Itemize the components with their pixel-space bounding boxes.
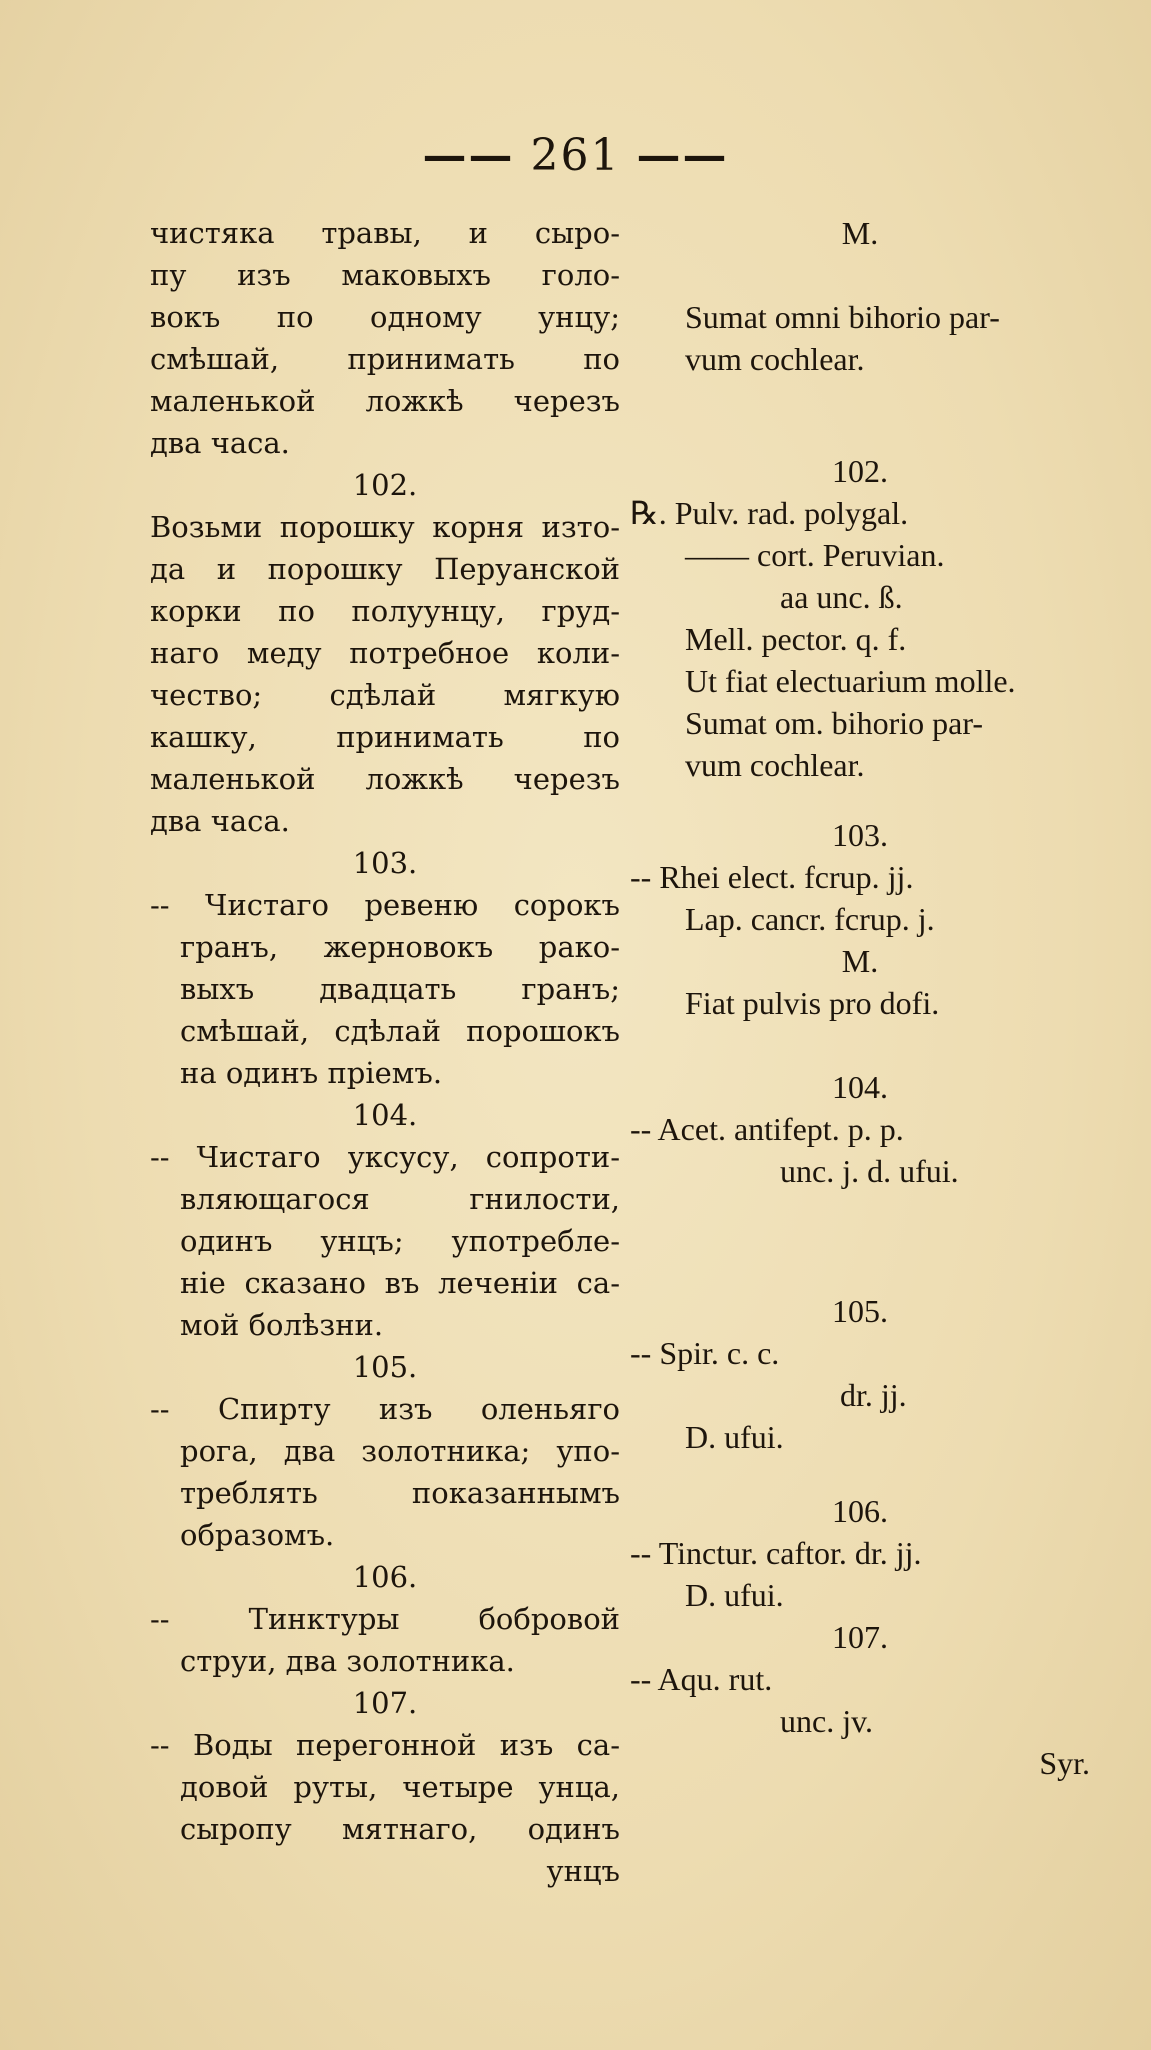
text-line: довой руты, четыре унца,	[180, 1770, 620, 1804]
text-line: -- Spir. c. c.	[630, 1335, 780, 1371]
text-line: Sumat omni bihorio par-	[685, 299, 1000, 335]
text-line: гранъ, жерновокъ рако-	[180, 930, 620, 964]
text-line: рога, два золотника; упо-	[180, 1434, 620, 1468]
text-line: смѣшай, принимать по	[150, 342, 620, 376]
text-line: -- Чистаго ревеню сорокъ	[150, 888, 620, 922]
recipe-number-103: 103.	[352, 846, 418, 880]
text-line: нiе сказано въ леченiи са-	[180, 1266, 620, 1300]
text-line: пу изъ маковыхъ голо-	[150, 258, 620, 292]
latin-column	[630, 212, 1090, 1784]
text-line: M.	[841, 943, 879, 979]
text-line: dr. jj.	[840, 1377, 907, 1413]
recipe-number-102: 102.	[832, 453, 888, 489]
text-line: корки по полуунцу, груд-	[150, 594, 620, 628]
text-line: D. ufui.	[685, 1419, 784, 1455]
text-line: —— cort. Peruvian.	[685, 537, 945, 573]
recipe-number-106: 106.	[832, 1493, 888, 1529]
text-line: -- Чистаго уксусу, сопроти-	[150, 1140, 620, 1174]
russian-column	[150, 212, 620, 1892]
text-line: -- Aqu. rut.	[630, 1661, 773, 1697]
recipe-number-106: 106.	[352, 1560, 418, 1594]
text-line: чество; сдѣлай мягкую	[150, 678, 620, 712]
recipe-number-104: 104.	[832, 1069, 888, 1105]
text-line: смѣшай, сдѣлай порошокъ	[180, 1014, 620, 1048]
text-line: Lap. cancr. fcrup. j.	[685, 901, 935, 937]
page-header	[0, 130, 1151, 181]
header-dash-right: ——	[636, 130, 729, 181]
text-line: выхъ двадцать гранъ;	[180, 972, 620, 1006]
text-line: на одинъ прiемъ.	[180, 1056, 443, 1090]
recipe-number-105: 105.	[832, 1293, 888, 1329]
recipe-number-104: 104.	[352, 1098, 418, 1132]
text-line: Fiat pulvis pro dofi.	[685, 985, 940, 1021]
text-line: -- Acet. antifept. p. p.	[630, 1111, 904, 1147]
text-line: треблять показаннымъ	[180, 1476, 620, 1510]
text-line: -- Тинктуры бобровой	[150, 1602, 620, 1636]
text-line: aa unc. ß.	[780, 579, 903, 615]
text-line: сыропу мятнаго, одинъ	[180, 1812, 620, 1846]
text-line: vum cochlear.	[685, 341, 865, 377]
text-line: вокъ по одному унцу;	[150, 300, 620, 334]
text-line: -- Спирту изъ оленьяго	[150, 1392, 620, 1426]
recipe-number-102: 102.	[352, 468, 418, 502]
text-line: unc. j. d. ufui.	[780, 1153, 959, 1189]
text-line: два часа.	[150, 804, 290, 838]
text-line: D. ufui.	[685, 1577, 784, 1613]
text-line: чистяка травы, и сыро-	[150, 216, 620, 250]
text-line: образомъ.	[180, 1518, 335, 1552]
catchword-left: унцъ	[546, 1854, 620, 1888]
recipe-number-107: 107.	[352, 1686, 418, 1720]
text-line: -- Воды перегонной изъ са-	[150, 1728, 620, 1762]
text-line: ℞. Pulv. rad. polygal.	[630, 495, 909, 531]
recipe-number-107: 107.	[832, 1619, 888, 1655]
text-line: unc. jv.	[780, 1703, 874, 1739]
text-line: вляющагося гнилости,	[180, 1182, 620, 1216]
text-line: Возьми порошку корня изто-	[150, 510, 620, 544]
catchword-right: Syr.	[1039, 1745, 1090, 1781]
text-line: два часа.	[150, 426, 290, 460]
text-line: маленькой ложкѣ черезъ	[150, 762, 620, 796]
text-line: наго меду потребное коли-	[150, 636, 620, 670]
recipe-number-105: 105.	[352, 1350, 418, 1384]
header-dash-left: ——	[422, 130, 515, 181]
text-line: Sumat om. bihorio par-	[685, 705, 983, 741]
recipe-misce: M.	[841, 215, 879, 251]
text-line: -- Tinctur. caftor. dr. jj.	[630, 1535, 922, 1571]
text-line: да и порошку Перуанской	[150, 552, 620, 586]
recipe-number-103: 103.	[832, 817, 888, 853]
text-line: одинъ унцъ; употребле-	[180, 1224, 620, 1258]
text-line: vum cochlear.	[685, 747, 865, 783]
text-line: маленькой ложкѣ черезъ	[150, 384, 620, 418]
text-line: -- Rhei elect. fcrup. jj.	[630, 859, 914, 895]
page-number: 261	[530, 130, 621, 181]
text-line: струи, два золотника.	[180, 1644, 515, 1678]
text-line: Ut fiat electuarium molle.	[685, 663, 1016, 699]
text-line: кашку, принимать по	[150, 720, 620, 754]
text-line: Mell. pector. q. f.	[685, 621, 907, 657]
text-line: мой болѣзни.	[180, 1308, 384, 1342]
